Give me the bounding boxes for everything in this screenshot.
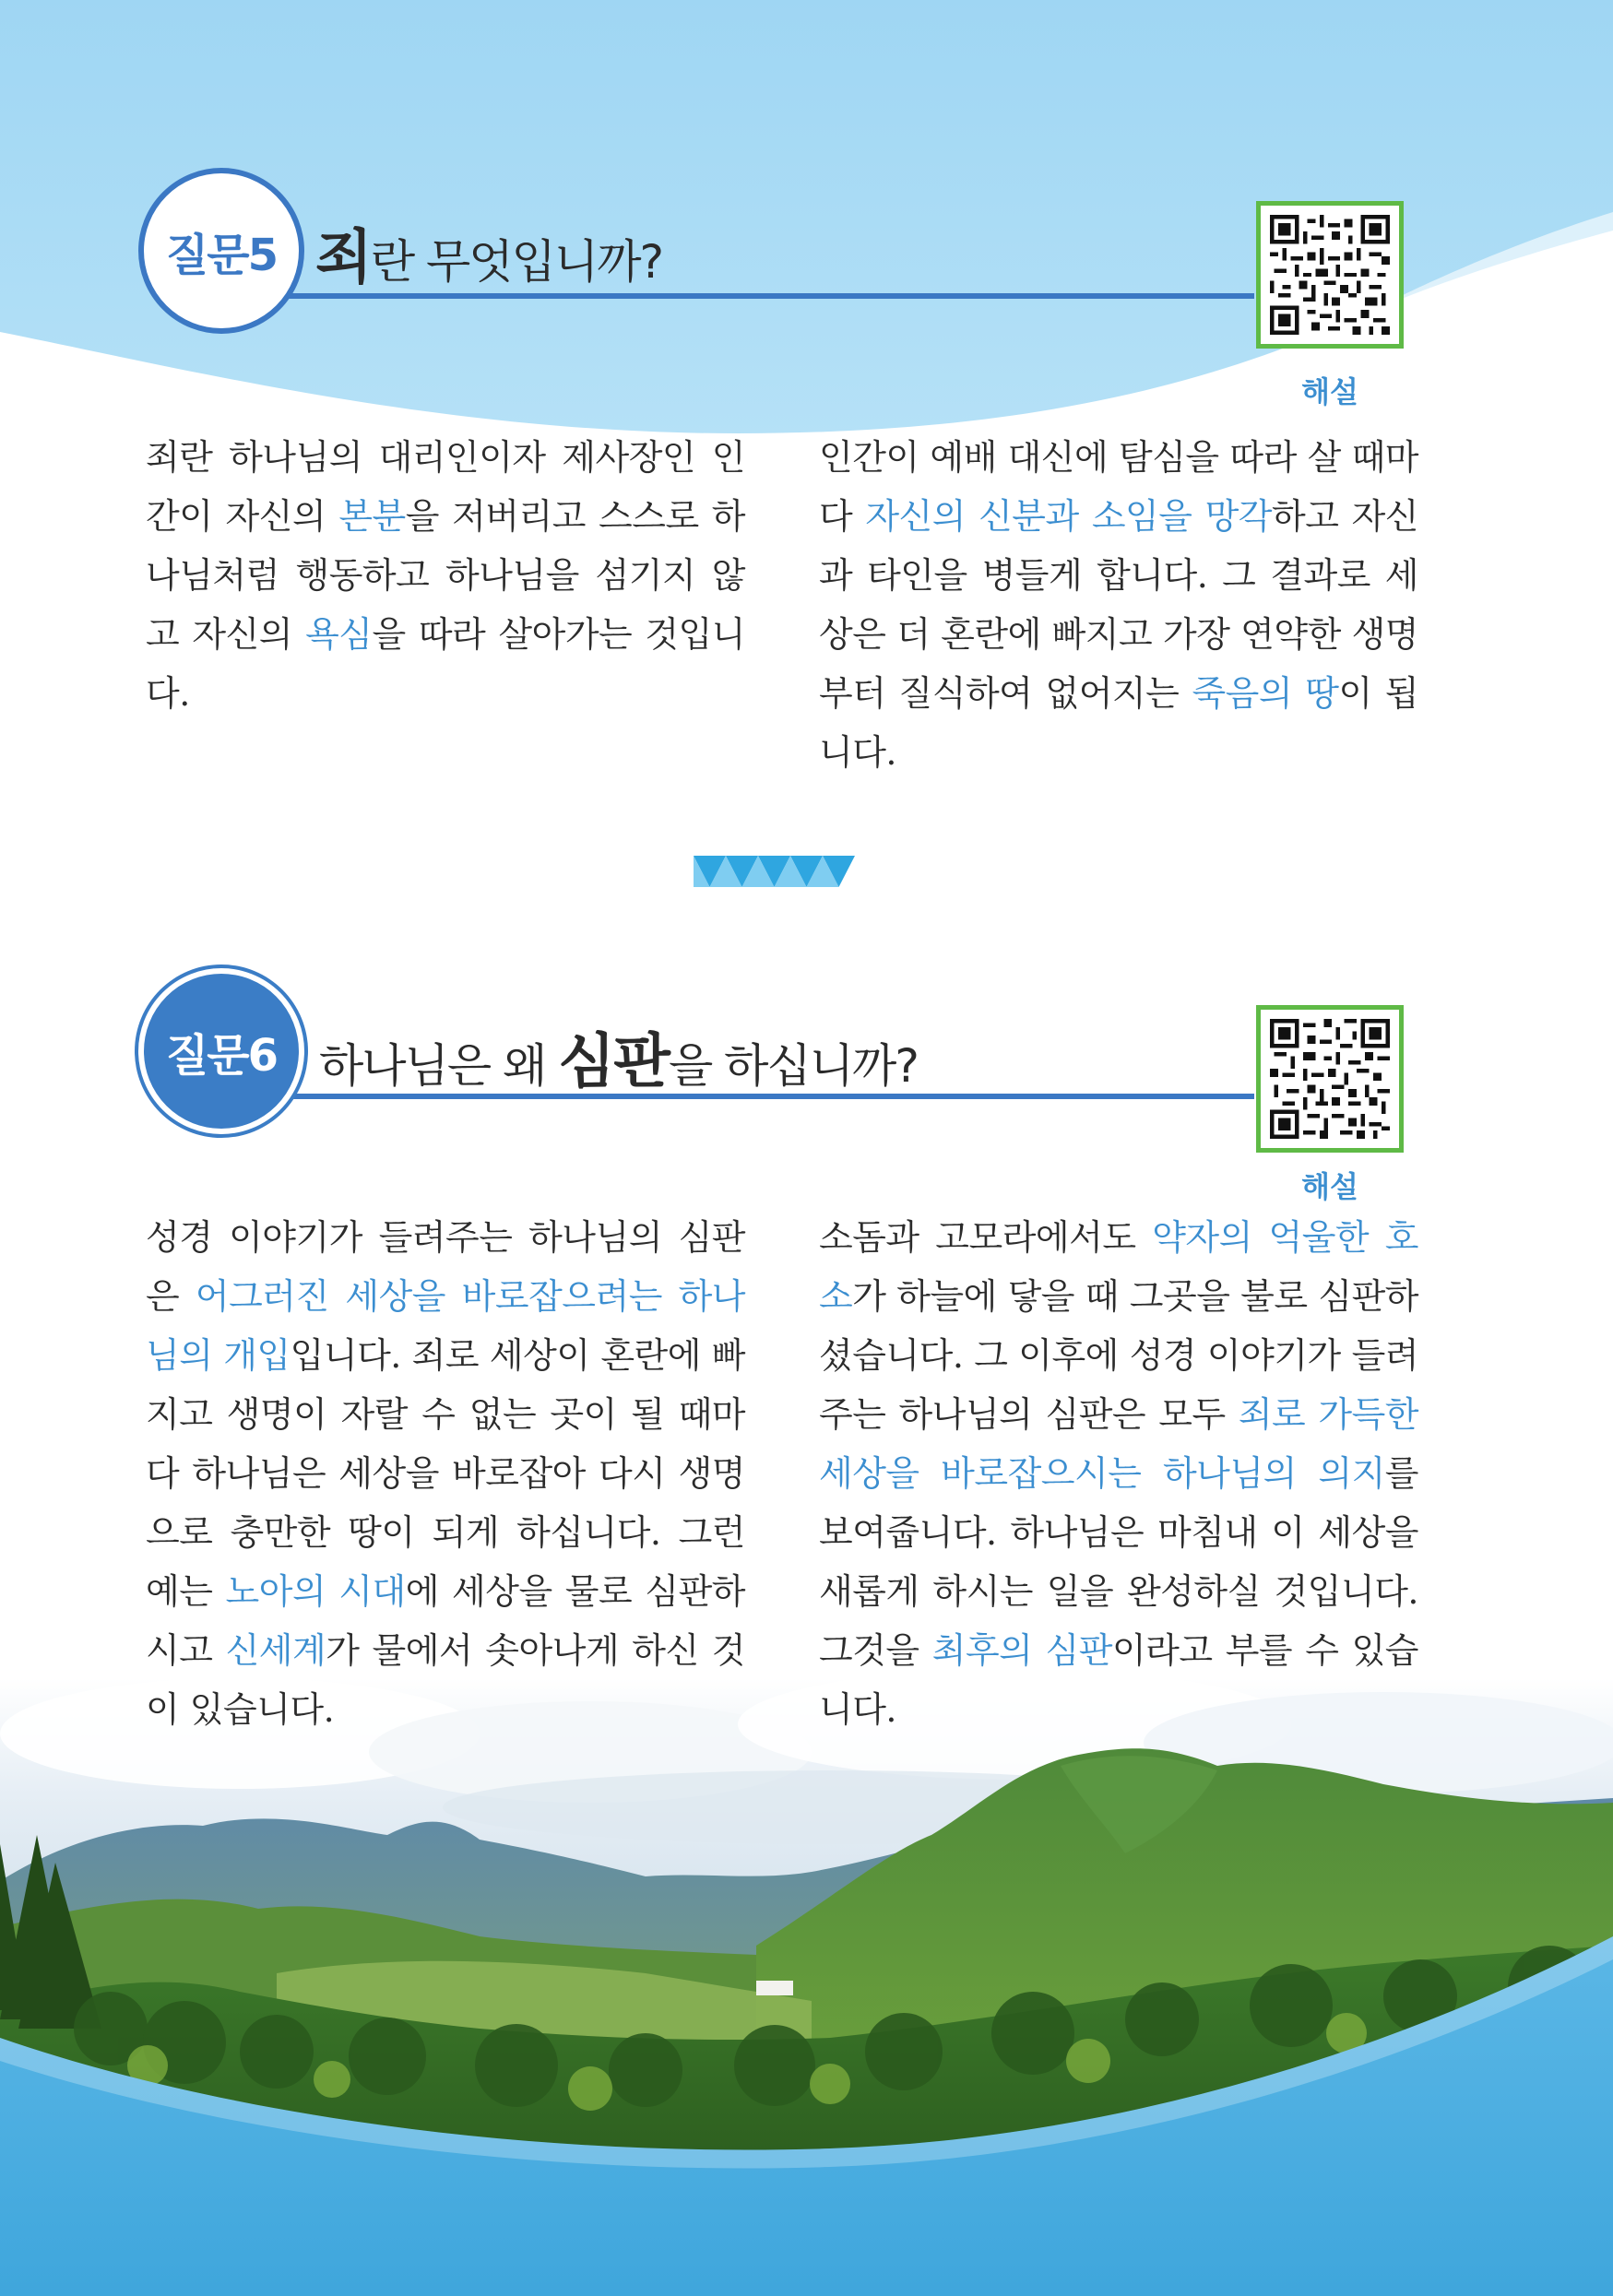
section-divider <box>694 856 856 894</box>
highlight-term: 최후의 심판 <box>931 1630 1112 1671</box>
qr-code-icon <box>1270 1019 1390 1139</box>
q5-title-rest: 란 무엇입니까? <box>370 235 663 289</box>
q6-title-part-a: 하나님은 왜 <box>319 1039 559 1093</box>
q6-title-emphasis: 심판 <box>558 1028 669 1096</box>
highlight-term: 노아의 시대 <box>225 1571 406 1612</box>
q6-qr-code[interactable] <box>1256 1005 1404 1153</box>
q5-badge: 질문5 <box>138 168 304 334</box>
q5-title-emphasis: 죄 <box>315 224 371 292</box>
highlight-term: 본분 <box>338 496 406 537</box>
highlight-term: 어그러진 세상을 바로잡으려는 하나님의 개입 <box>146 1276 745 1376</box>
highlight-term: 자신의 신분과 소임을 망각 <box>865 496 1273 537</box>
highlight-term: 죽음의 땅 <box>1192 673 1339 714</box>
q5-answer-left: 죄란 하나님의 대리인이자 제사장인 인간이 자신의 본분을 저버리고 스스로 하나님처럼 행동하고 하나님을 섬기지 않고 자신의 욕심을 따라 살아가는 것입니다. <box>146 437 745 714</box>
q5-answer-right: 인간이 예배 대신에 탐심을 따라 살 때마다 자신의 신분과 소임을 망각하고 자신과 타인을 병들게 합니다. 그 결과로 세상은 더 혼란에 빠지고 가장 연약한 생명부터 질식하여 없어지는 죽음의 땅이 됩니다. <box>819 437 1418 773</box>
q6-title-part-b: 을 하십니까? <box>668 1039 918 1093</box>
highlight-term: 약자의 억울한 호소 <box>819 1217 1418 1317</box>
highlight-term: 죄로 가득한 세상을 바로잡으시는 하나님의 의지 <box>819 1394 1419 1494</box>
q5-qr-code[interactable] <box>1256 201 1404 349</box>
qr-code-icon <box>1270 215 1390 335</box>
q5-qr-label: 해설 <box>1301 374 1358 409</box>
highlight-term: 신세계 <box>225 1630 326 1671</box>
q6-title <box>319 1014 918 1099</box>
q5-title <box>315 210 662 295</box>
q6-answer-left: 성경 이야기가 들려주는 하나님의 심판은 어그러진 세상을 바로잡으려는 하나님의 개입입니다. 죄로 세상이 혼란에 빠지고 생명이 자랄 수 없는 곳이 될 때마다 하나님은 세상을 바로잡아 다시 생명으로 충만한 땅이 되게 하십니다. 그런 예는 노아의 시대에 세상을 물로 심판하시고 신세계가 물에서 솟아나게 하신 것이 있습니다. <box>146 1217 746 1730</box>
q6-qr-label: 해설 <box>1301 1169 1358 1204</box>
q6-badge: 질문6 <box>138 968 304 1134</box>
q6-answer-right: 소돔과 고모라에서도 약자의 억울한 호소가 하늘에 닿을 때 그곳을 불로 심판하셨습니다. 그 이후에 성경 이야기가 들려주는 하나님의 심판은 모두 죄로 가득한 세상을 바로잡으시는 하나님의 의지를 보여줍니다. 하나님은 마침내 이 세상을 새롭게 하시는 일을 완성하실 것입니다. 그것을 최후의 심판이라고 부를 수 있습니다. <box>819 1217 1419 1730</box>
highlight-term: 욕심 <box>305 614 373 655</box>
